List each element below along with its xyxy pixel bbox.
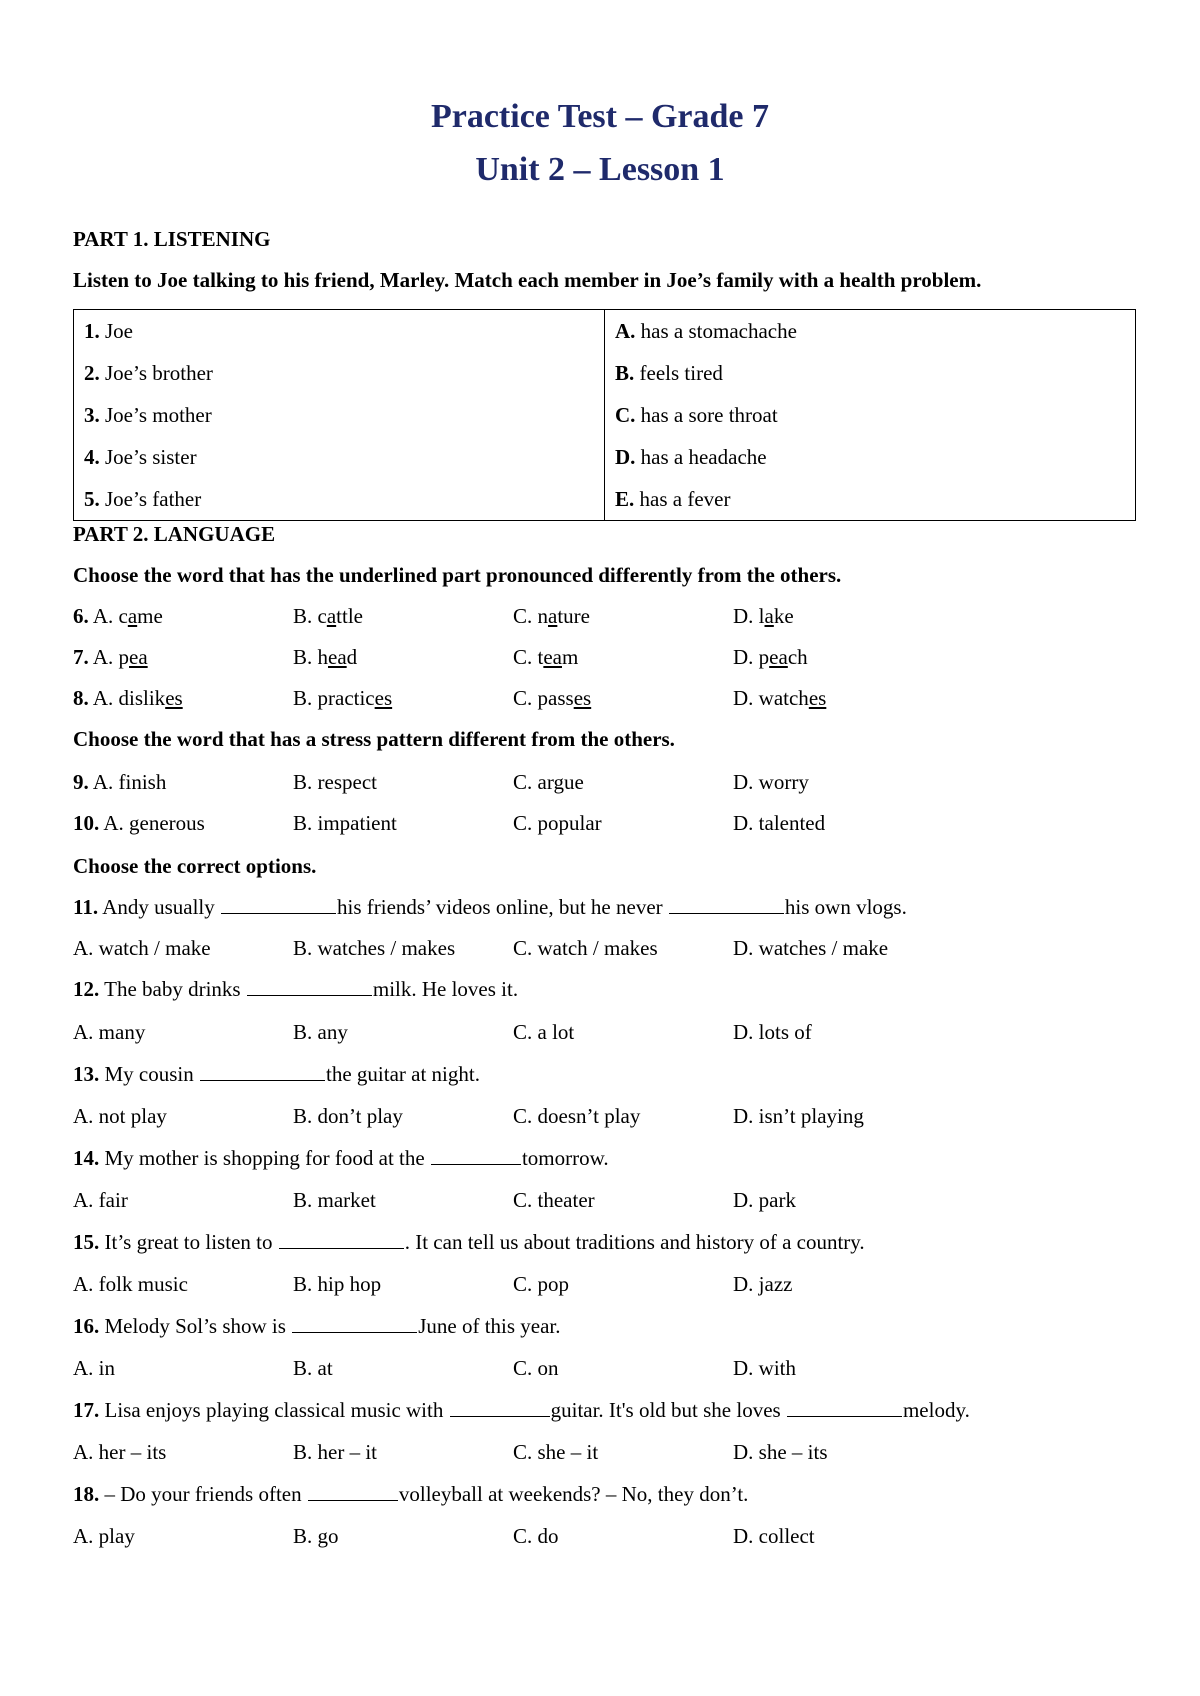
underlined-part: a: [764, 604, 774, 628]
item-letter: A.: [615, 318, 636, 343]
stem-text: tomorrow.: [521, 1146, 609, 1170]
option-text: A. generous: [103, 811, 205, 835]
option-b: [293, 604, 363, 629]
item-number: 2.: [84, 360, 100, 385]
item-letter: E.: [615, 486, 635, 511]
question-number: 15.: [73, 1230, 100, 1254]
answer-blank[interactable]: [247, 977, 372, 996]
question-11-options: [73, 936, 1173, 964]
health-problem: has a stomachache: [640, 318, 797, 343]
option-a: A. not play: [73, 1104, 167, 1128]
question-number: 7.: [73, 645, 89, 669]
question-14-stem: [73, 1146, 609, 1171]
option-d: D. with: [733, 1356, 796, 1380]
item-letter: C.: [615, 402, 636, 427]
option-a: A. folk music: [73, 1272, 188, 1296]
question-18-stem: [73, 1482, 748, 1507]
part2-heading: PART 2. LANGUAGE: [73, 522, 276, 546]
underlined-part: a: [548, 604, 558, 628]
table-row: [74, 436, 1136, 478]
option-post: me: [137, 604, 163, 628]
option-a: [73, 686, 183, 711]
family-member-cell: [74, 478, 605, 521]
option-b: B. market: [293, 1188, 376, 1212]
option-post: ke: [773, 604, 794, 628]
health-problem-cell: [605, 352, 1136, 394]
family-member: Joe’s brother: [105, 360, 213, 385]
stem-text: melody.: [902, 1398, 970, 1422]
underlined-part: ea: [769, 645, 788, 669]
option-c: C. theater: [513, 1188, 595, 1212]
family-member-cell: [74, 394, 605, 436]
family-member-cell: [74, 436, 605, 478]
underlined-part: es: [573, 686, 592, 710]
option-pre: A. dislik: [92, 686, 166, 710]
option-d: D. isn’t playing: [733, 1104, 864, 1128]
family-member: Joe’s father: [105, 486, 202, 511]
option-c: C. watch / makes: [513, 936, 658, 960]
answer-blank[interactable]: [669, 895, 784, 914]
stem-text: his own vlogs.: [784, 895, 907, 919]
item-number: 3.: [84, 402, 100, 427]
option-d: D. worry: [733, 770, 809, 794]
stem-text: . It can tell us about traditions and history of a country.: [404, 1230, 865, 1254]
option-d: D. collect: [733, 1524, 815, 1548]
option-b: B. go: [293, 1524, 339, 1548]
page-subtitle: Unit 2 – Lesson 1: [475, 151, 725, 188]
question-number: 8.: [73, 686, 89, 710]
option-d: D. watches / make: [733, 936, 889, 960]
option-b: [293, 645, 357, 670]
health-problem-cell: [605, 394, 1136, 436]
question-9: [73, 770, 1173, 798]
question-number: 10.: [73, 811, 100, 835]
underlined-part: es: [165, 686, 183, 710]
option-pre: B. h: [293, 645, 329, 669]
stem-text: his friends’ videos online, but he never: [337, 895, 668, 919]
option-c: C. doesn’t play: [513, 1104, 641, 1128]
part1-heading: PART 1. LISTENING: [73, 227, 271, 251]
option-a: [73, 645, 148, 670]
item-number: 5.: [84, 486, 100, 511]
option-a: A. in: [73, 1356, 115, 1380]
option-b: B. don’t play: [293, 1104, 403, 1128]
stem-text: My cousin: [104, 1062, 199, 1086]
question-7: [73, 645, 1173, 673]
answer-blank[interactable]: [450, 1398, 550, 1417]
stem-text: milk. He loves it.: [372, 977, 519, 1001]
option-a: A. watch / make: [73, 936, 211, 960]
option-c: C. pop: [513, 1272, 570, 1296]
stem-text: Melody Sol’s show is: [104, 1314, 292, 1338]
question-14-options: [73, 1188, 1173, 1216]
question-15-options: [73, 1272, 1173, 1300]
option-c: [513, 686, 591, 711]
question-17-options: [73, 1440, 1173, 1468]
question-16-stem: [73, 1314, 561, 1339]
option-pre: C. t: [513, 645, 544, 669]
family-member-cell: [74, 352, 605, 394]
option-post: ttle: [336, 604, 363, 628]
question-13-stem: [73, 1062, 480, 1087]
option-post: m: [562, 645, 579, 669]
question-number: 6.: [73, 604, 89, 628]
option-d: [733, 604, 794, 629]
health-problem: feels tired: [639, 360, 723, 385]
question-17-stem: [73, 1398, 970, 1423]
question-number: 16.: [73, 1314, 100, 1338]
option-d: D. park: [733, 1188, 796, 1212]
option-pre: D. l: [733, 604, 765, 628]
answer-blank[interactable]: [221, 895, 336, 914]
item-letter: D.: [615, 444, 636, 469]
answer-blank[interactable]: [308, 1482, 398, 1501]
option-a: A. many: [73, 1020, 146, 1044]
option-b: B. impatient: [293, 811, 397, 835]
health-problem: has a fever: [639, 486, 731, 511]
part1-instruction: Listen to Joe talking to his friend, Marley. Match each member in Joe’s family with a health problem.: [73, 268, 982, 292]
option-post: ch: [787, 645, 808, 669]
option-b: B. her – it: [293, 1440, 377, 1464]
option-b: [293, 686, 392, 711]
family-member: Joe’s sister: [105, 444, 197, 469]
question-13-options: [73, 1104, 1173, 1132]
question-8: [73, 686, 1173, 714]
stem-text: The baby drinks: [104, 977, 246, 1001]
question-12-options: [73, 1020, 1173, 1048]
answer-blank[interactable]: [431, 1146, 521, 1165]
option-pre: C. n: [513, 604, 549, 628]
table-row: [74, 310, 1136, 353]
option-b: B. any: [293, 1020, 348, 1044]
option-c: C. a lot: [513, 1020, 575, 1044]
option-pre: B. practic: [293, 686, 375, 710]
question-number: 18.: [73, 1482, 100, 1506]
question-number: 17.: [73, 1398, 100, 1422]
answer-blank[interactable]: [292, 1314, 417, 1333]
stem-text: My mother is shopping for food at the: [104, 1146, 430, 1170]
option-c: C. popular: [513, 811, 602, 835]
option-a: A. her – its: [73, 1440, 167, 1464]
table-row: [74, 478, 1136, 521]
item-number: 4.: [84, 444, 100, 469]
option-d: D. lots of: [733, 1020, 812, 1044]
option-b: B. respect: [293, 770, 377, 794]
item-letter: B.: [615, 360, 635, 385]
option-post: d: [346, 645, 358, 669]
option-pre: A. p: [92, 645, 130, 669]
option-a: [73, 770, 166, 795]
underlined-part: a: [326, 604, 337, 628]
question-18-options: [73, 1524, 1173, 1552]
family-member: Joe: [105, 318, 133, 343]
option-text: A. finish: [92, 770, 167, 794]
option-c: C. she – it: [513, 1440, 599, 1464]
option-d: [733, 686, 826, 711]
option-a: A. fair: [73, 1188, 128, 1212]
pronunciation-instruction: Choose the word that has the underlined part pronounced differently from the others.: [73, 563, 842, 587]
option-b: B. watches / makes: [293, 936, 456, 960]
option-d: [733, 645, 808, 670]
option-post: ture: [557, 604, 590, 628]
option-a: [73, 604, 163, 629]
option-pre: C. pass: [513, 686, 574, 710]
option-c: C. argue: [513, 770, 584, 794]
answer-blank[interactable]: [787, 1398, 902, 1417]
stress-instruction: Choose the word that has a stress pattern different from the others.: [73, 727, 675, 751]
matching-table: [73, 309, 1136, 521]
stem-text: Andy usually: [102, 895, 221, 919]
health-problem: has a sore throat: [640, 402, 778, 427]
option-c: [513, 645, 578, 670]
stem-text: Lisa enjoys playing classical music with: [104, 1398, 449, 1422]
option-d: D. jazz: [733, 1272, 793, 1296]
option-c: C. on: [513, 1356, 559, 1380]
question-number: 11.: [73, 895, 99, 919]
stem-text: guitar. It's old but she loves: [550, 1398, 786, 1422]
question-12-stem: [73, 977, 518, 1002]
option-d: D. talented: [733, 811, 826, 835]
health-problem-cell: [605, 436, 1136, 478]
option-pre: A. c: [92, 604, 128, 628]
option-a: [73, 811, 205, 836]
item-number: 1.: [84, 318, 100, 343]
health-problem-cell: [605, 310, 1136, 353]
underlined-part: es: [808, 686, 827, 710]
underlined-part: es: [374, 686, 393, 710]
option-pre: D. watch: [733, 686, 809, 710]
table-row: [74, 394, 1136, 436]
answer-blank[interactable]: [200, 1062, 325, 1081]
question-number: 9.: [73, 770, 89, 794]
option-c: C. do: [513, 1524, 559, 1548]
option-a: A. play: [73, 1524, 135, 1548]
family-member-cell: [74, 310, 605, 353]
family-member: Joe’s mother: [105, 402, 212, 427]
question-number: 14.: [73, 1146, 100, 1170]
option-pre: B. c: [293, 604, 327, 628]
stem-text: June of this year.: [418, 1314, 561, 1338]
stem-text: – Do your friends often: [104, 1482, 307, 1506]
question-number: 12.: [73, 977, 100, 1001]
question-16-options: [73, 1356, 1173, 1384]
option-b: B. at: [293, 1356, 333, 1380]
answer-blank[interactable]: [279, 1230, 404, 1249]
option-d: D. she – its: [733, 1440, 828, 1464]
stem-text: volleyball at weekends? – No, they don’t.: [398, 1482, 749, 1506]
option-b: B. hip hop: [293, 1272, 382, 1296]
underlined-part: a: [127, 604, 138, 628]
correct-options-instruction: Choose the correct options.: [73, 854, 317, 878]
underlined-part: ea: [129, 645, 148, 669]
page-title: Practice Test – Grade 7: [430, 98, 770, 135]
health-problem-cell: [605, 478, 1136, 521]
question-11-stem: [73, 895, 907, 920]
question-6: [73, 604, 1173, 632]
question-number: 13.: [73, 1062, 100, 1086]
underlined-part: ea: [328, 645, 347, 669]
table-row: [74, 352, 1136, 394]
question-15-stem: [73, 1230, 865, 1255]
option-pre: D. p: [733, 645, 770, 669]
stem-text: It’s great to listen to: [104, 1230, 278, 1254]
health-problem: has a headache: [640, 444, 767, 469]
stem-text: the guitar at night.: [326, 1062, 480, 1086]
option-c: [513, 604, 590, 629]
underlined-part: ea: [543, 645, 562, 669]
question-10: [73, 811, 1173, 839]
